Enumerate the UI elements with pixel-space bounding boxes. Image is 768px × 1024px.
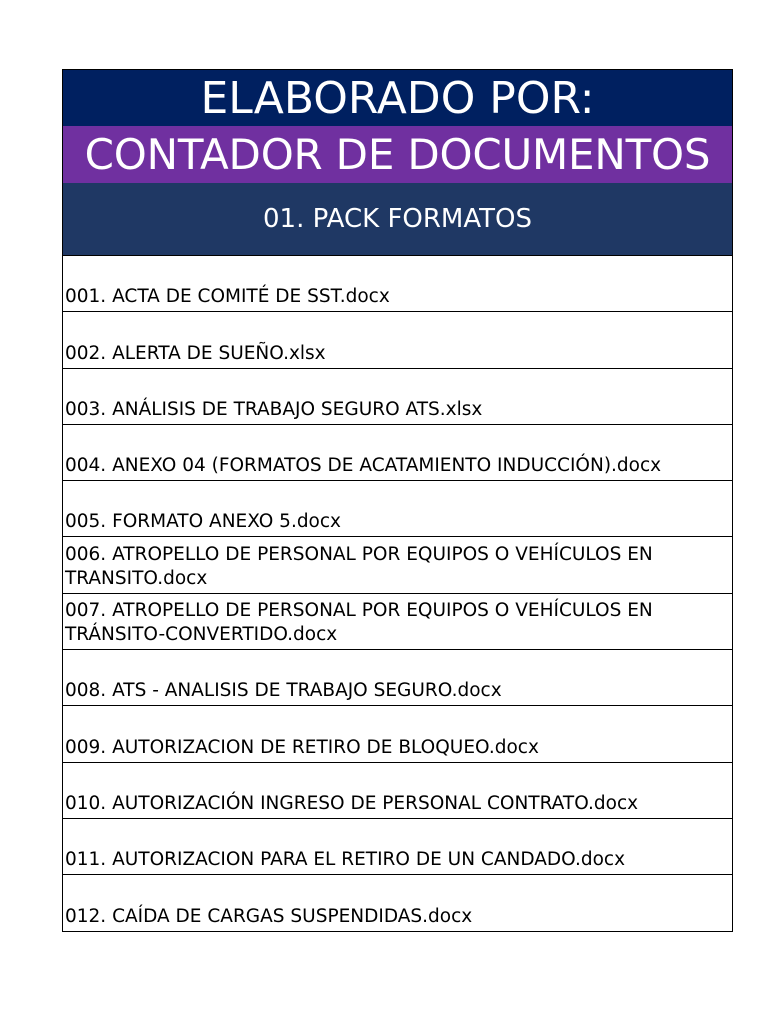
file-name: 007. ATROPELLO DE PERSONAL POR EQUIPOS O VEHÍCULOS EN TRÁNSITO-CONVERTIDO.docx — [65, 600, 653, 646]
file-name: 005. FORMATO ANEXO 5.docx — [65, 511, 342, 533]
file-name: 012. CAÍDA DE CARGAS SUSPENDIDAS.docx — [65, 905, 473, 927]
header-subtitle: CONTADOR DE DOCUMENTOS — [62, 126, 733, 183]
file-row — [62, 763, 733, 819]
file-name: 008. ATS - ANALISIS DE TRABAJO SEGURO.docx — [65, 680, 502, 702]
file-row — [62, 256, 733, 312]
file-name: 004. ANEXO 04 (FORMATOS DE ACATAMIENTO INDUCCIÓN).docx — [65, 455, 662, 477]
file-row — [62, 594, 733, 650]
file-row — [62, 706, 733, 762]
file-name: 001. ACTA DE COMITÉ DE SST.docx — [65, 286, 390, 308]
file-name: 006. ATROPELLO DE PERSONAL POR EQUIPOS O VEHÍCULOS EN TRANSITO.docx — [65, 543, 653, 589]
file-row — [62, 425, 733, 481]
file-name: 010. AUTORIZACIÓN INGRESO DE PERSONAL CONTRATO.docx — [65, 792, 639, 814]
document-sheet — [62, 69, 733, 932]
file-name: 009. AUTORIZACION DE RETIRO DE BLOQUEO.docx — [65, 736, 539, 758]
file-row — [62, 312, 733, 368]
file-list — [62, 256, 733, 932]
file-row — [62, 369, 733, 425]
header-title: ELABORADO POR: — [62, 69, 733, 126]
file-name: 003. ANÁLISIS DE TRABAJO SEGURO ATS.xlsx — [65, 398, 483, 420]
file-row — [62, 819, 733, 875]
file-row — [62, 481, 733, 537]
file-row — [62, 650, 733, 706]
file-row — [62, 537, 733, 593]
file-name: 002. ALERTA DE SUEÑO.xlsx — [65, 342, 326, 364]
section-title: 01. PACK FORMATOS — [62, 183, 733, 256]
file-row — [62, 875, 733, 931]
file-name: 011. AUTORIZACION PARA EL RETIRO DE UN CANDADO.docx — [65, 849, 626, 871]
